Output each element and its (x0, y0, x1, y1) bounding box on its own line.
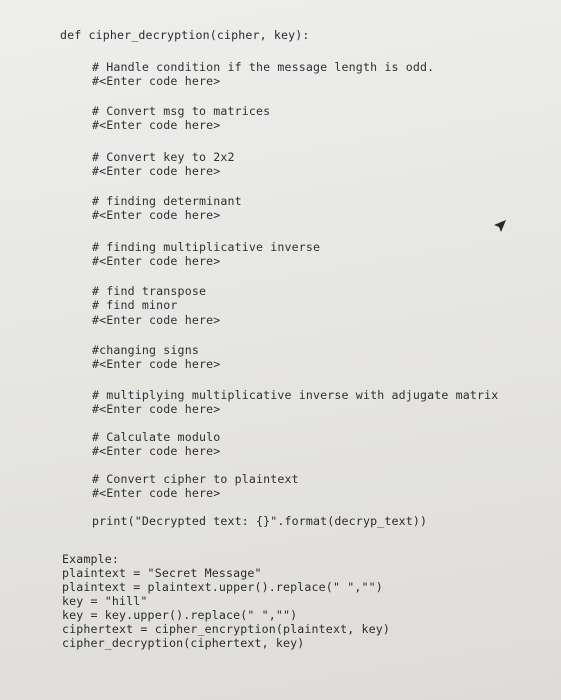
example-line: plaintext = "Secret Message" (62, 566, 262, 580)
code-placeholder: #<Enter code here> (92, 118, 221, 132)
comment-line: # multiplying multiplicative inverse with adjugate matrix (92, 388, 499, 402)
comment-line: # finding multiplicative inverse (92, 240, 321, 254)
example-line: cipher_decryption(ciphertext, key) (62, 636, 305, 650)
code-placeholder: #<Enter code here> (92, 486, 221, 500)
comment-line: # finding determinant (92, 194, 242, 208)
example-line: key = key.upper().replace(" ","") (62, 608, 298, 622)
comment-line: # find minor (92, 298, 178, 312)
comment-line: #changing signs (92, 343, 199, 357)
code-placeholder: #<Enter code here> (92, 254, 221, 268)
comment-line: # Convert key to 2x2 (92, 150, 235, 164)
example-line: key = "hill" (62, 594, 148, 608)
function-definition: def cipher_decryption(cipher, key): (60, 28, 310, 42)
code-placeholder: #<Enter code here> (92, 357, 221, 371)
example-line: ciphertext = cipher_encryption(plaintext, key) (62, 622, 390, 636)
comment-line: # Calculate modulo (92, 430, 221, 444)
code-placeholder: #<Enter code here> (92, 74, 221, 88)
code-placeholder: #<Enter code here> (92, 164, 221, 178)
print-statement: print("Decrypted text: {}".format(decryp_text)) (92, 514, 428, 528)
code-placeholder: #<Enter code here> (92, 402, 221, 416)
code-placeholder: #<Enter code here> (92, 444, 221, 458)
example-line: plaintext = plaintext.upper().replace(" ","") (62, 580, 383, 594)
code-placeholder: #<Enter code here> (92, 313, 221, 327)
comment-line: # find transpose (92, 284, 207, 298)
example-heading: Example: (62, 552, 120, 566)
comment-line: # Convert msg to matrices (92, 104, 271, 118)
comment-line: # Handle condition if the message length is odd. (92, 60, 435, 74)
code-placeholder: #<Enter code here> (92, 208, 221, 222)
comment-line: # Convert cipher to plaintext (92, 472, 299, 486)
